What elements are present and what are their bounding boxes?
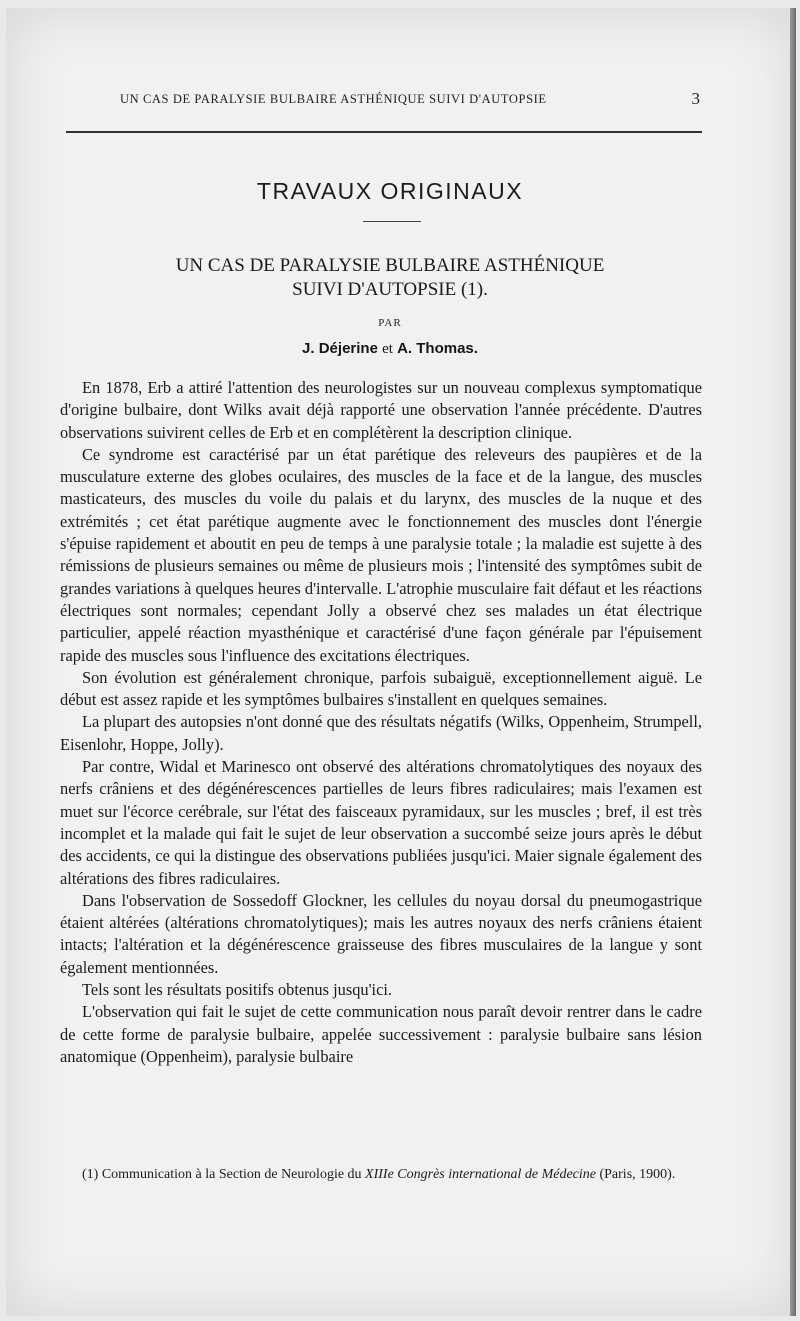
paragraph-1: En 1878, Erb a attiré l'attention des neurologistes sur un nouveau complexus symptomatique d'origine bulbaire, dont Wilks avait déjà rapporté une observation l'année précédente. D'autres observations suivirent celles de Erb et en complétèrent la description clinique.: [60, 378, 702, 442]
header-rule: [66, 131, 702, 133]
byline-authors: [0, 340, 780, 358]
paragraph-2: Ce syndrome est caractérisé par un état parétique des releveurs des paupières et de la musculature externe des globes oculaires, des muscles de la face et de la langue, des muscles masticateurs, des muscles du voile du palais et du larynx, des muscles de la nuque et des extrémités ; cet état parétique augmente avec le fonctionnement des muscles dont l'énergie s'épuise rapidement et aboutit en peu de temps à une paralysie totale ; la maladie est sujette à des rémissions de plusieurs semaines ou même de plusieurs mois ; l'intensité des symptômes subit de grandes variations à quelques heures d'intervalle. L'atrophie musculaire fait défaut et les réactions électriques sont normales; cependant Jolly a observé chez ses malades un état électrique particulier, appelé réaction myasthénique et caractérisé d'une façon générale par l'épuisement rapide des muscles sous l'influence des excitations électriques.: [60, 444, 702, 665]
byline-par: PAR: [378, 317, 402, 329]
body-text: [60, 377, 702, 1068]
paragraph-5: Par contre, Widal et Marinesco ont observé des altérations chromatolytiques des noyaux des nerfs crâniens et des dégénérescences partielles de leurs fibres radiculaires; mais l'examen est muet sur l'écorce cerébrale, sur l'état des faisceaux pyramidaux, sur les muscles ; bref, il est très incomplet et la malade qui fait le sujet de leur observation a succombé seize jours après le début des accidents, ce qui la distingue des observations publiées jusqu'ici. Maier signale également des altérations des fibres radiculaires.: [60, 757, 702, 888]
author-separator: et: [382, 341, 393, 357]
paragraph-7: Tels sont les résultats positifs obtenus jusqu'ici.: [82, 980, 393, 1000]
running-head-title: UN CAS DE PARALYSIE BULBAIRE ASTHÉNIQUE SUIVI D'AUTOPSIE: [120, 92, 547, 106]
page-edge-shadow: [790, 8, 796, 1316]
footnote-prefix: (1) Communication à la Section de Neurologie du: [82, 1167, 362, 1182]
article-title-line-1: UN CAS DE PARALYSIE BULBAIRE ASTHÉNIQUE: [175, 255, 605, 276]
page-number: 3: [691, 89, 700, 108]
running-head: [120, 89, 700, 112]
article-title-line-2: SUIVI D'AUTOPSIE (1).: [292, 279, 488, 300]
author-dejerine: J. Déjerine: [302, 340, 378, 357]
paragraph-4: La plupart des autopsies n'ont donné que des résultats négatifs (Wilks, Oppenheim, Strumpell, Eisenlohr, Hoppe, Jolly).: [60, 712, 702, 754]
section-title: TRAVAUX ORIGINAUX: [256, 178, 524, 204]
paragraph-3: Son évolution est généralement chronique, parfois subaiguë, exceptionnellement aiguë. Le début est assez rapide et les symptômes bulbaires s'installent en quelques semaines.: [60, 667, 702, 710]
paragraph-6: Dans l'observation de Sossedoff Glockner, les cellules du noyau dorsal du pneumogastrique étaient altérées (altérations chromatolytiques); mais les autres noyaux des nerfs crâniens étaient intacts; l'altération et la dégénérescence graisseuse des fibres musculaires de la langue y sont également mentionnées.: [60, 890, 702, 977]
article-title: [0, 254, 780, 302]
author-thomas: A. Thomas.: [397, 340, 478, 357]
footnote-congress: XIIIe Congrès international de Médecine: [365, 1167, 596, 1182]
section-title-rule: [363, 221, 421, 222]
footnote: [60, 1164, 702, 1185]
paragraph-8: L'observation qui fait le sujet de cette communication nous paraît devoir rentrer dans le cadre de cette forme de paralysie bulbaire, appelée successivement : paralysie bulbaire sans lésion anatomique (Oppenheim), paralysie bulbaire: [60, 1002, 702, 1066]
footnote-suffix: (Paris, 1900).: [599, 1167, 676, 1182]
